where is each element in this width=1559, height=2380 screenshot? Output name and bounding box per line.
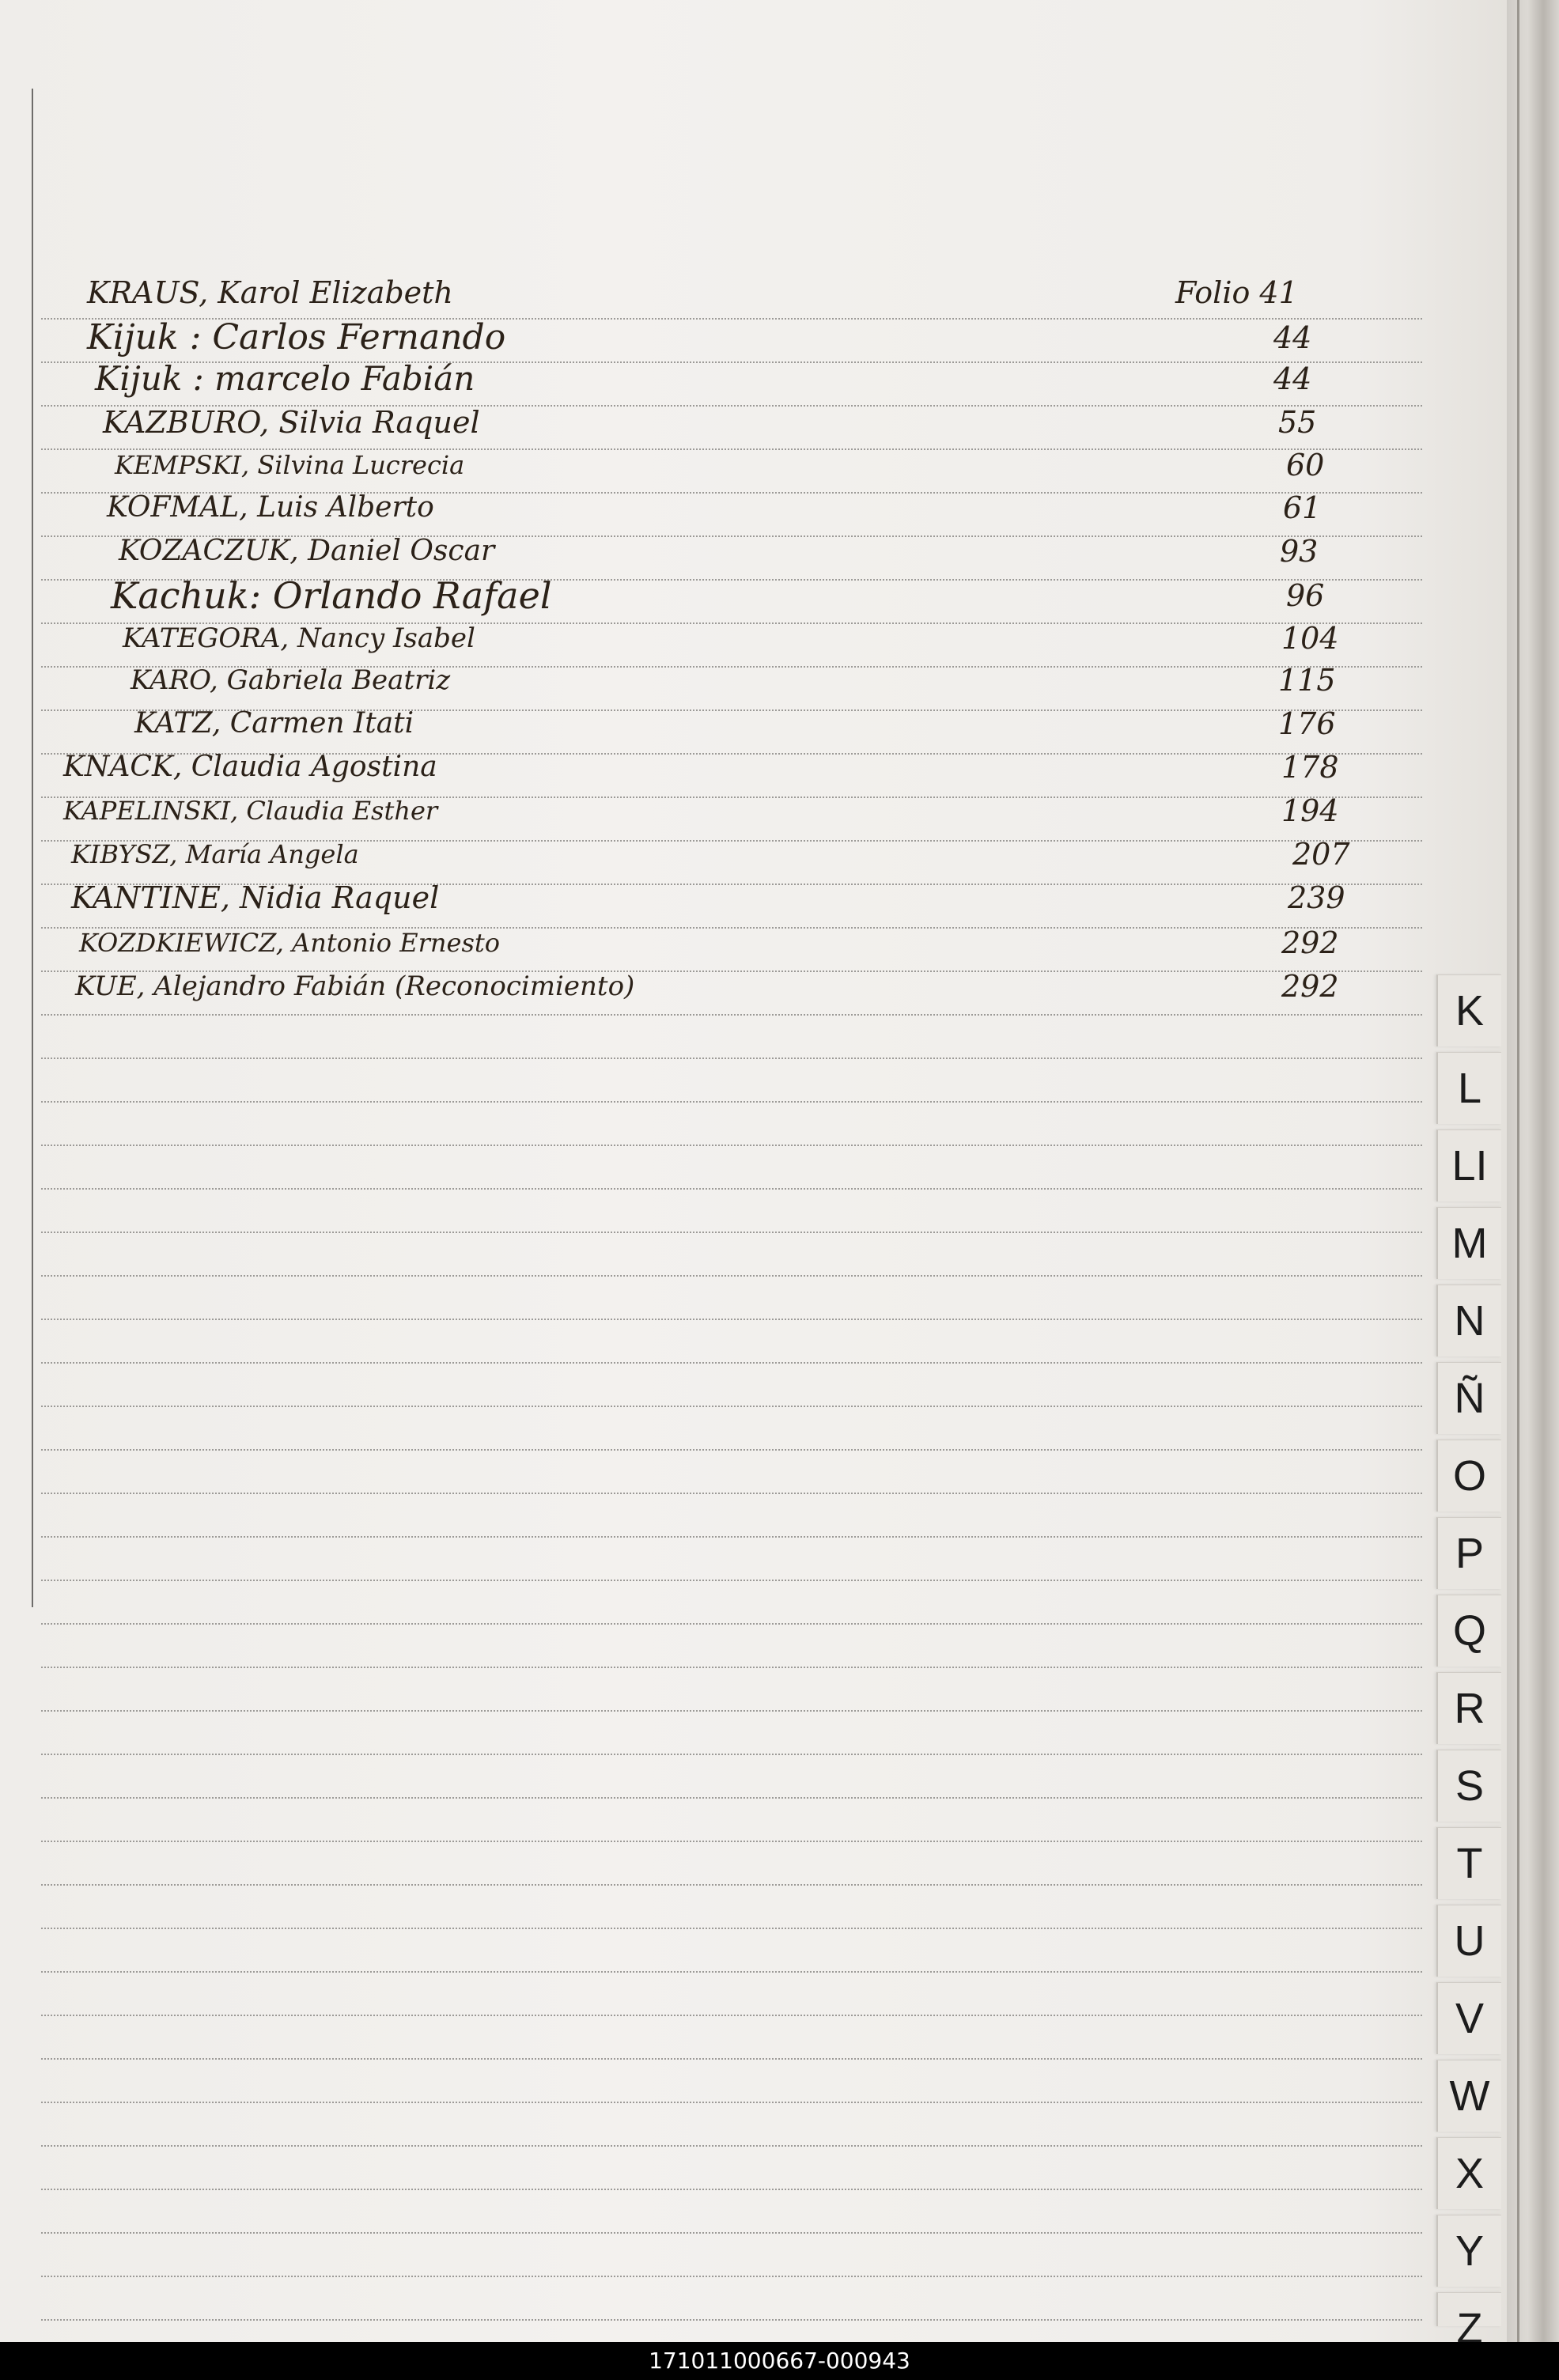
- entry-folio: 194: [1281, 793, 1339, 828]
- entry-folio: 60: [1286, 448, 1325, 482]
- ruled-line: [41, 1232, 1422, 1233]
- ruled-line: [41, 1493, 1422, 1494]
- entry-name: KANTINE, Nidia Raquel: [71, 880, 440, 915]
- index-tab-letter: Y: [1455, 2227, 1485, 2275]
- index-tab[interactable]: [1436, 1207, 1501, 1279]
- index-tab[interactable]: [1436, 1285, 1501, 1356]
- index-tab-letter: P: [1455, 1530, 1485, 1577]
- index-tab-letter: N: [1454, 1297, 1485, 1345]
- entry-name: KAPELINSKI, Claudia Esther: [63, 796, 438, 826]
- index-tab-letter: K: [1455, 987, 1485, 1035]
- index-tab-letter: L: [1457, 1065, 1482, 1112]
- index-tab[interactable]: [1436, 1052, 1501, 1124]
- ruled-line: [41, 1754, 1422, 1755]
- ruled-line: [41, 2058, 1422, 2060]
- index-tab-letter: Q: [1452, 1607, 1486, 1655]
- ruled-line: [41, 1449, 1422, 1451]
- index-tab-letter: LI: [1451, 1142, 1488, 1190]
- ruled-line: [41, 1145, 1422, 1146]
- entry-folio: 93: [1280, 534, 1319, 569]
- entry-folio: 239: [1288, 880, 1345, 915]
- ruled-line: [41, 2145, 1422, 2147]
- ruled-line: [41, 1014, 1422, 1016]
- index-tab[interactable]: [1436, 1750, 1501, 1822]
- index-tab-letter: X: [1455, 2150, 1485, 2197]
- entry-name: KATZ, Carmen Itati: [134, 707, 414, 740]
- entry-name: KATEGORA, Nancy Isabel: [123, 622, 475, 654]
- ruled-line: [41, 1710, 1422, 1712]
- index-tab-letter: R: [1454, 1685, 1485, 1732]
- ruled-line: [41, 1406, 1422, 1407]
- index-tab[interactable]: [1436, 1672, 1501, 1744]
- index-tab[interactable]: [1436, 1595, 1501, 1667]
- index-tab-letter: T: [1456, 1840, 1483, 1887]
- entry-folio: 292: [1281, 925, 1339, 960]
- entry-folio: 207: [1292, 837, 1350, 872]
- index-tab-letter: V: [1455, 1995, 1485, 2042]
- index-tab[interactable]: [1436, 1982, 1501, 2054]
- entry-folio: 96: [1286, 578, 1325, 613]
- ruled-line: [41, 2276, 1422, 2277]
- entry-name: KRAUS, Karol Elizabeth: [87, 275, 453, 310]
- entry-folio: 104: [1281, 621, 1339, 656]
- entry-folio: 55: [1278, 405, 1317, 440]
- index-tab[interactable]: [1436, 2292, 1501, 2342]
- entry-name: Kijuk : marcelo Fabián: [95, 359, 475, 398]
- index-tab-letter: Ñ: [1454, 1375, 1485, 1422]
- ruled-line: [41, 1536, 1422, 1538]
- ruled-line: [41, 1101, 1422, 1103]
- entry-folio: 44: [1273, 320, 1312, 355]
- index-tab[interactable]: [1436, 2137, 1501, 2209]
- ruled-line: [41, 1275, 1422, 1277]
- ruled-line: [41, 2189, 1422, 2190]
- entry-name: KEMPSKI, Silvina Lucrecia: [115, 450, 465, 480]
- ruled-line: [41, 1580, 1422, 1581]
- entry-folio: Folio 41: [1175, 275, 1298, 310]
- entry-name: KOZACZUK, Daniel Oscar: [119, 535, 495, 567]
- index-tab[interactable]: [1436, 974, 1501, 1046]
- entry-folio: 292: [1281, 969, 1339, 1004]
- footer-bar: [0, 2342, 1559, 2380]
- index-tab-letter: Z: [1456, 2305, 1483, 2342]
- entry-name: Kijuk : Carlos Fernando: [87, 317, 506, 358]
- ruled-line: [41, 1058, 1422, 1059]
- ruled-line: [41, 1928, 1422, 1929]
- ruled-line: [41, 1362, 1422, 1364]
- ruled-line: [41, 1841, 1422, 1842]
- index-tab-letter: U: [1454, 1917, 1485, 1965]
- index-tab[interactable]: [1436, 1517, 1501, 1589]
- entry-folio: 61: [1283, 490, 1322, 525]
- entry-folio: 176: [1278, 706, 1336, 741]
- ruled-line: [41, 1884, 1422, 1886]
- entry-folio: 44: [1273, 361, 1312, 396]
- index-tab-letter: S: [1455, 1762, 1485, 1810]
- ruled-line: [41, 2015, 1422, 2016]
- book-edge-line: [1517, 0, 1519, 2342]
- entry-folio: 178: [1281, 750, 1339, 785]
- ruled-line: [41, 2319, 1422, 2321]
- entry-name: KUE, Alejandro Fabián (Reconocimiento): [75, 971, 635, 1002]
- ruled-line: [41, 2232, 1422, 2234]
- entry-name: KARO, Gabriela Beatriz: [131, 664, 451, 696]
- ruled-line: [41, 1188, 1422, 1190]
- entry-name: KOZDKIEWICZ, Antonio Ernesto: [79, 928, 500, 958]
- index-tab[interactable]: [1436, 1905, 1501, 1977]
- index-tab[interactable]: [1436, 1440, 1501, 1512]
- index-tab-letter: W: [1449, 2072, 1490, 2120]
- index-tab-letter: O: [1452, 1452, 1486, 1500]
- ruled-line: [41, 1319, 1422, 1320]
- entry-name: KNACK, Claudia Agostina: [63, 751, 437, 783]
- index-tab[interactable]: [1436, 2060, 1501, 2132]
- document-id: 171011000667-000943: [649, 2348, 910, 2374]
- index-tab-letter: M: [1451, 1220, 1488, 1267]
- book-page-edge: [1507, 0, 1559, 2342]
- ruled-line: [41, 1623, 1422, 1625]
- ruled-line: [41, 1971, 1422, 1973]
- index-tab[interactable]: [1436, 1129, 1501, 1201]
- entry-name: Kachuk: Orlando Rafael: [111, 574, 552, 617]
- ruled-line: [41, 1667, 1422, 1668]
- ruled-line: [41, 2102, 1422, 2103]
- ruled-line: [41, 1797, 1422, 1799]
- index-tab[interactable]: [1436, 2215, 1501, 2287]
- index-tab[interactable]: [1436, 1362, 1501, 1434]
- entry-name: KIBYSZ, María Angela: [71, 839, 359, 869]
- entry-name: KAZBURO, Silvia Raquel: [103, 405, 480, 440]
- index-tab[interactable]: [1436, 1827, 1501, 1899]
- entry-folio: 115: [1278, 663, 1336, 698]
- entry-name: KOFMAL, Luis Alberto: [107, 491, 434, 524]
